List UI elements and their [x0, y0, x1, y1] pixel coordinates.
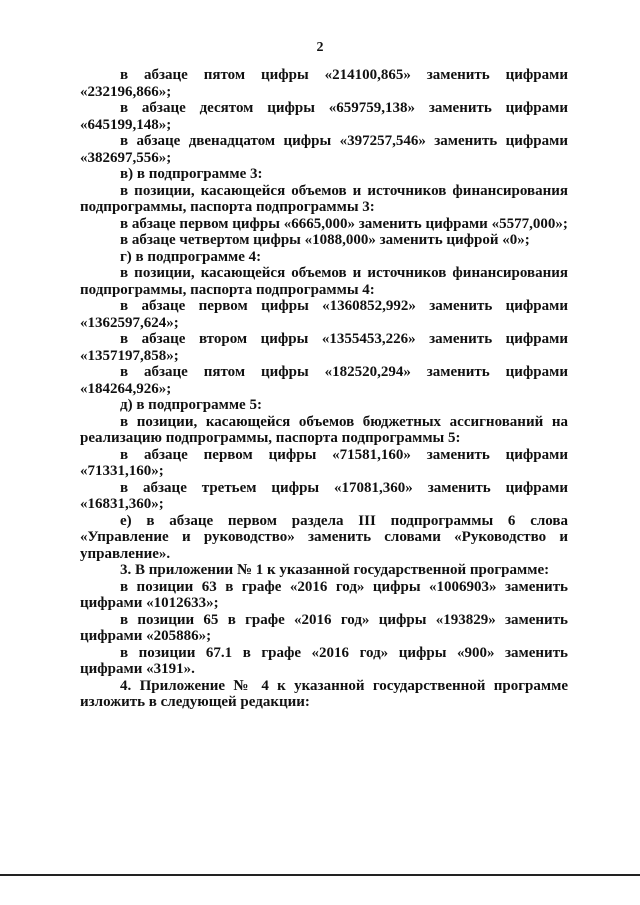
paragraph: в позиции 63 в графе «2016 год» цифры «1006903» заменить цифрами «1012633»; — [80, 578, 568, 611]
paragraph: в абзаце третьем цифры «17081,360» заменить цифрами «16831,360»; — [80, 479, 568, 512]
paragraph: в абзаце первом цифры «1360852,992» заменить цифрами «1362597,624»; — [80, 298, 568, 331]
paragraph: в абзаце пятом цифры «182520,294» заменить цифрами «184264,926»; — [80, 364, 568, 397]
paragraph: в абзаце четвертом цифры «1088,000» заменить цифрой «0»; — [120, 232, 530, 248]
paragraph: в позиции 67.1 в графе «2016 год» цифры «900» заменить цифрами «3191». — [80, 644, 568, 677]
page-number: 2 — [316, 40, 324, 55]
paragraph: д) в подпрограмме 5: — [120, 397, 262, 413]
paragraph: в абзаце десятом цифры «659759,138» заменить цифрами «645199,148»; — [80, 100, 568, 133]
paragraph: в абзаце двенадцатом цифры «397257,546» заменить цифрами «382697,556»; — [80, 133, 568, 166]
paragraph: 4. Приложение № 4 к указанной государственной программе изложить в следующей редакции: — [80, 677, 568, 710]
paragraph: в позиции, касающейся объемов и источников финансирования подпрограммы, паспорта подпрограммы 3: — [80, 182, 568, 215]
paragraph: в абзаце первом цифры «71581,160» заменить цифрами «71331,160»; — [80, 446, 568, 479]
paragraph: в позиции, касающейся объемов бюджетных ассигнований на реализацию подпрограммы, паспорта подпрограммы 5: — [80, 413, 568, 446]
paragraph: е) в абзаце первом раздела III подпрограммы 6 слова «Управление и руководство» заменить словами «Руководство и управление». — [80, 512, 568, 562]
paragraph: в позиции 65 в графе «2016 год» цифры «193829» заменить цифрами «205886»; — [80, 611, 568, 644]
document-body — [80, 67, 568, 711]
paragraph: в абзаце первом цифры «6665,000» заменить цифрами «5577,000»; — [120, 215, 568, 232]
bottom-divider — [0, 874, 640, 876]
paragraph: 3. В приложении № 1 к указанной государственной программе: — [120, 562, 550, 578]
paragraph: г) в подпрограмме 4: — [120, 248, 262, 265]
paragraph: в позиции, касающейся объемов и источников финансирования подпрограммы, паспорта подпрограммы 4: — [80, 265, 568, 298]
paragraph: в) в подпрограмме 3: — [120, 166, 263, 182]
paragraph: в абзаце пятом цифры «214100,865» заменить цифрами «232196,866»; — [80, 67, 568, 100]
paragraph: в абзаце втором цифры «1355453,226» заменить цифрами «1357197,858»; — [80, 331, 568, 364]
